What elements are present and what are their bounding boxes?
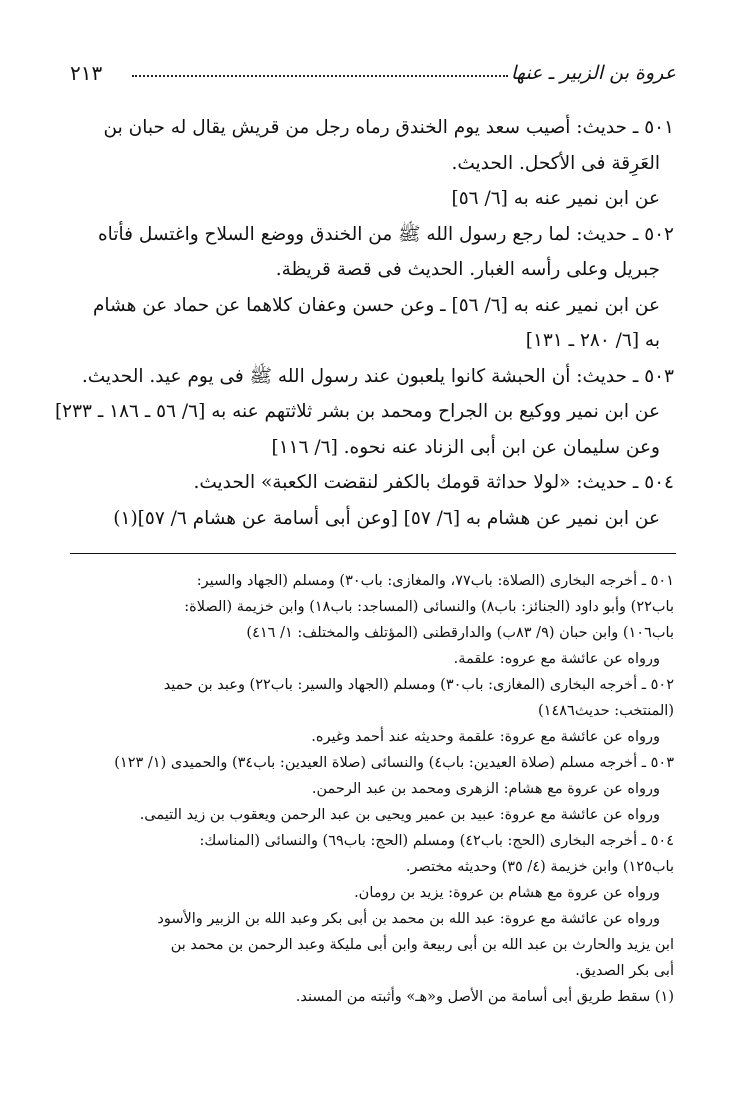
header-dotted-leader (132, 75, 508, 77)
hadith-502-source: عن ابن نمير عنه به [٦/ ٥٦] ـ وعن حسن وعفان كلاهما عن حماد عن هشام (92, 294, 660, 316)
footnote-separator (70, 553, 676, 554)
hadith-503-line-1: ٥٠٣ ـ حديث: أن الحبشة كانوا يلعبون عند رسول الله ﷺ فى يوم عيد. الحديث. (81, 365, 674, 387)
hadith-501-line-2: العَرِقة فى الأكحل. الحديث. (451, 152, 660, 174)
footnote-504-line-2: باب١٢٥) وابن خزيمة (٤/ ٣٥) وحديثه مختصر. (405, 859, 674, 875)
footnote-501-line-2: باب٢٢) وأبو داود (الجنائز: باب٨) والنسائى (المساجد: باب١٨) وابن خزيمة (الصلاة: (184, 599, 674, 615)
footnote-502-line-3: ورواه عن عائشة مع عروة: علقمة وحديثه عند أحمد وغيره. (311, 729, 660, 745)
page-number: ٢١٣ (70, 61, 103, 85)
footnote-504-line-5: ابن يزيد والحارث بن عبد الله بن أبى ربيعة وابن أبى مليكة وعبد الرحمن بن محمد بن (170, 937, 674, 953)
footnote-502-line-2: (المنتخب: حديث١٤٨٦) (537, 703, 674, 719)
main-text (54, 110, 674, 536)
hadith-502-line-2: جبريل وعلى رأسه الغبار. الحديث فى قصة قريظة. (275, 259, 660, 280)
footnote-504-line-3: ورواه عن عروة مع هشام بن عروة: يزيد بن رومان. (354, 885, 660, 901)
footnote-504-line-1: ٥٠٤ ـ أخرجه البخارى (الحج: باب٤٢) ومسلم (الحج: باب٦٩) والنسائى (المناسك: (199, 833, 674, 849)
page-header (70, 58, 676, 88)
hadith-502-source-cont: به [٦/ ٢٨٠ ـ ١٣١] (525, 330, 660, 351)
footnote-503-line-1: ٥٠٣ ـ أخرجه مسلم (صلاة العيدين: باب٤) والنسائى (صلاة العيدين: باب٣٤) والحميدى (١/ ١٢٣) (114, 755, 674, 771)
footnote-504-line-6: أبى بكر الصديق. (575, 963, 674, 979)
footnote-1: (١) سقط طريق أبى أسامة من الأصل و«هـ» وأثبته من المسند. (295, 989, 674, 1005)
footnote-501-line-4: ورواه عن عائشة مع عروه: علقمة. (453, 651, 660, 667)
hadith-501-line-1: ٥٠١ ـ حديث: أصيب سعد يوم الخندق رماه رجل من قريش يقال له حبان بن (103, 117, 674, 138)
hadith-504-source: عن ابن نمير عن هشام به [٦/ ٥٧] [وعن أبى أسامة عن هشام ٦/ ٥٧](١) (113, 507, 660, 529)
hadith-503-source: عن ابن نمير ووكيع بن الجراح ومحمد بن بشر ثلاثتهم عنه به [٦/ ٥٦ ـ ١٨٦ ـ ٢٣٣] (54, 401, 660, 422)
hadith-503-source-cont: وعن سليمان عن ابن أبى الزناد عنه نحوه. [٦/ ١١٦] (271, 436, 660, 458)
footnote-501-line-1: ٥٠١ ـ أخرجه البخارى (الصلاة: باب٧٧، والمغازى: باب٣٠) ومسلم (الجهاد والسير: (196, 573, 674, 589)
hadith-502-line-1: ٥٠٢ ـ حديث: لما رجع رسول الله ﷺ من الخندق ووضع السلاح واغتسل فأتاه (97, 223, 674, 245)
hadith-504-line-1: ٥٠٤ ـ حديث: «لولا حداثة قومك بالكفر لنقضت الكعبة» الحديث. (193, 472, 674, 493)
running-title: عروة بن الزبير ـ عنها (510, 62, 676, 84)
footnote-503-line-3: ورواه عن عائشة مع عروة: عبيد بن عمير ويحيى بن عبد الرحمن ويعقوب بن زيد التيمى. (139, 807, 660, 823)
hadith-501-source: عن ابن نمير عنه به [٦/ ٥٦] (451, 188, 660, 209)
footnote-503-line-2: ورواه عن عروة مع هشام: الزهرى ومحمد بن عبد الرحمن. (311, 781, 660, 797)
footnote-501-line-3: باب١٠٦) وابن حبان (٩/ ٨٣ب) والدارقطنى (المؤتلف والمختلف: ١/ ٤١٦) (246, 625, 674, 641)
footnotes (68, 568, 674, 1010)
footnote-504-line-4: ورواه عن عائشة مع عروة: عبد الله بن محمد بن أبى بكر وعبد الله بن الزبير والأسود (157, 911, 660, 927)
footnote-502-line-1: ٥٠٢ ـ أخرجه البخارى (المغازى: باب٣٠) ومسلم (الجهاد والسير: باب٢٢) وعبد بن حميد (163, 677, 674, 693)
